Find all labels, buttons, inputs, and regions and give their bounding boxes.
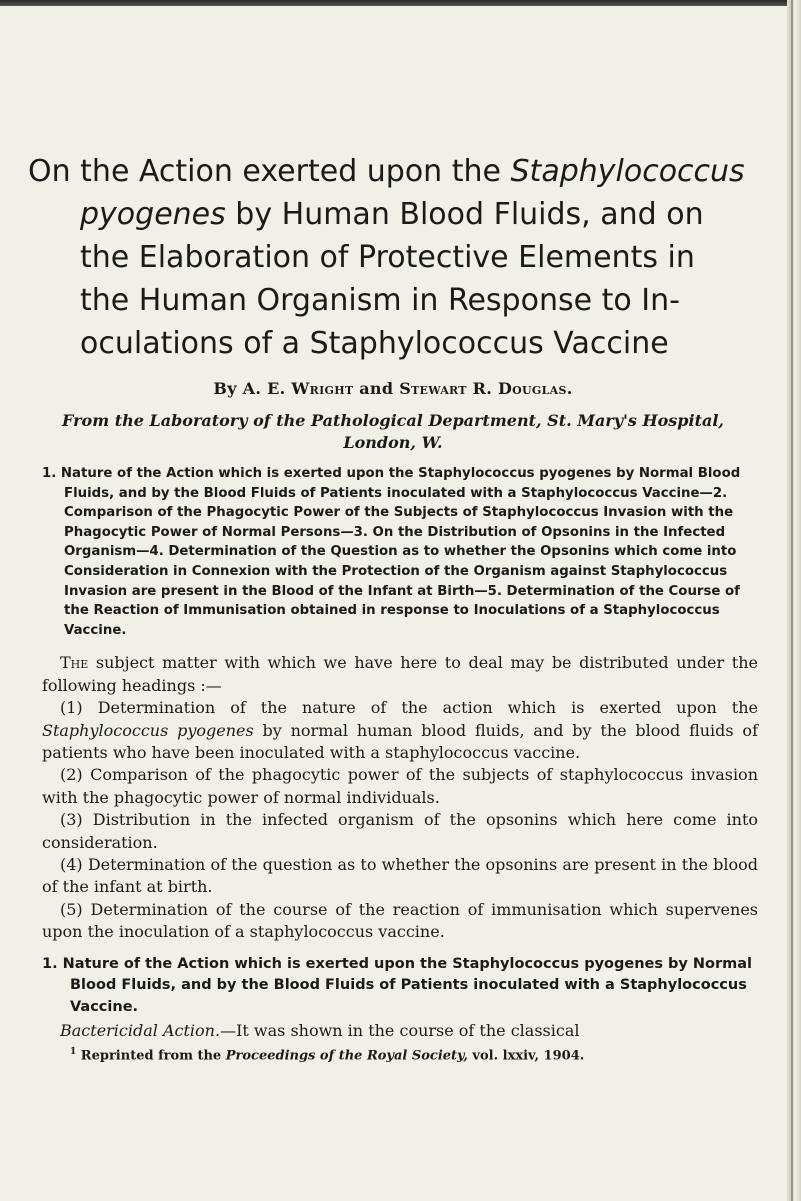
affiliation: From the Laboratory of the Pathological Department, St. Mary's Hospital, London, W. [62,411,724,452]
page-top-edge [0,0,801,6]
list-item: (2) Comparison of the phagocytic power of the subjects of staphylococcus invasion with the phagocytic power of normal individuals. [42,765,758,807]
footnote: $^1$ Reprinted from the Proceedings of the Royal Society, vol. lxxiv, 1904. [70,1046,585,1064]
section-heading: 1. Nature of the Action which is exerted upon the Staphylococcus pyogenes by Normal Blood Fluids, and by the Blood Fluids of Patients inoculated with a Staphylococcus Vaccine. [42,955,753,1015]
title-line-1: On the Action exerted upon the Staphylococcus [28,154,745,189]
abstract-summary: 1. Nature of the Action which is exerted upon the Staphylococcus pyogenes by Normal Blood Fluids, and by the Blood Fluids of Patients inoculated with a Staphylococcus Vaccine—2. Comparison of the Phagocytic Power of the Subjects of Staphylococcus Invasion with the Phagocytic Power of Normal Persons—3. On the Distribution of Opsonins in the Infected Organism—4. Determination of the Question as to whether the Opsonins which come into Consideration in Connexion with the Protection of the Organism against Staphylococcus Invasion are present in the Blood of the Infant at Birth—5. Determination of the Course of the Reaction of Immunisation obtained in response to Inoculations of a Staphylococcus Vaccine. [42,466,741,638]
title-line-3: the Elaboration of Protective Elements in [80,240,695,275]
list-item: (3) Distribution in the infected organism of the opsonins which here come into consideration. [42,810,758,852]
headings-list [28,697,758,943]
book-spine-edge [787,0,801,1201]
title-line-2: pyogenes by Human Blood Fluids, and on [80,197,704,232]
document-page [28,150,758,1065]
paper-title [28,150,758,365]
title-line-4: the Human Organism in Response to In- [80,283,680,318]
authors-line: By A. E. Wright and Stewart R. Douglas. [213,379,573,398]
intro-paragraph: The subject matter with which we have here to deal may be distributed under the following headings :— [42,653,758,695]
list-item: (4) Determination of the question as to whether the opsonins are present in the blood of the infant at birth. [42,855,758,897]
list-item: (1) Determination of the nature of the action which is exerted upon the Staphylococcus pyogenes by normal human blood fluids, and by the blood fluids of patients who have been inoculated with a staphylococcus vaccine. [42,698,758,762]
section-body: Bactericidal Action.—It was shown in the course of the classical [60,1021,580,1041]
list-item: (5) Determination of the course of the reaction of immunisation which supervenes upon the inoculation of a staphylococcus vaccine. [42,899,758,942]
title-line-5: oculations of a Staphylococcus Vaccine [80,326,669,361]
